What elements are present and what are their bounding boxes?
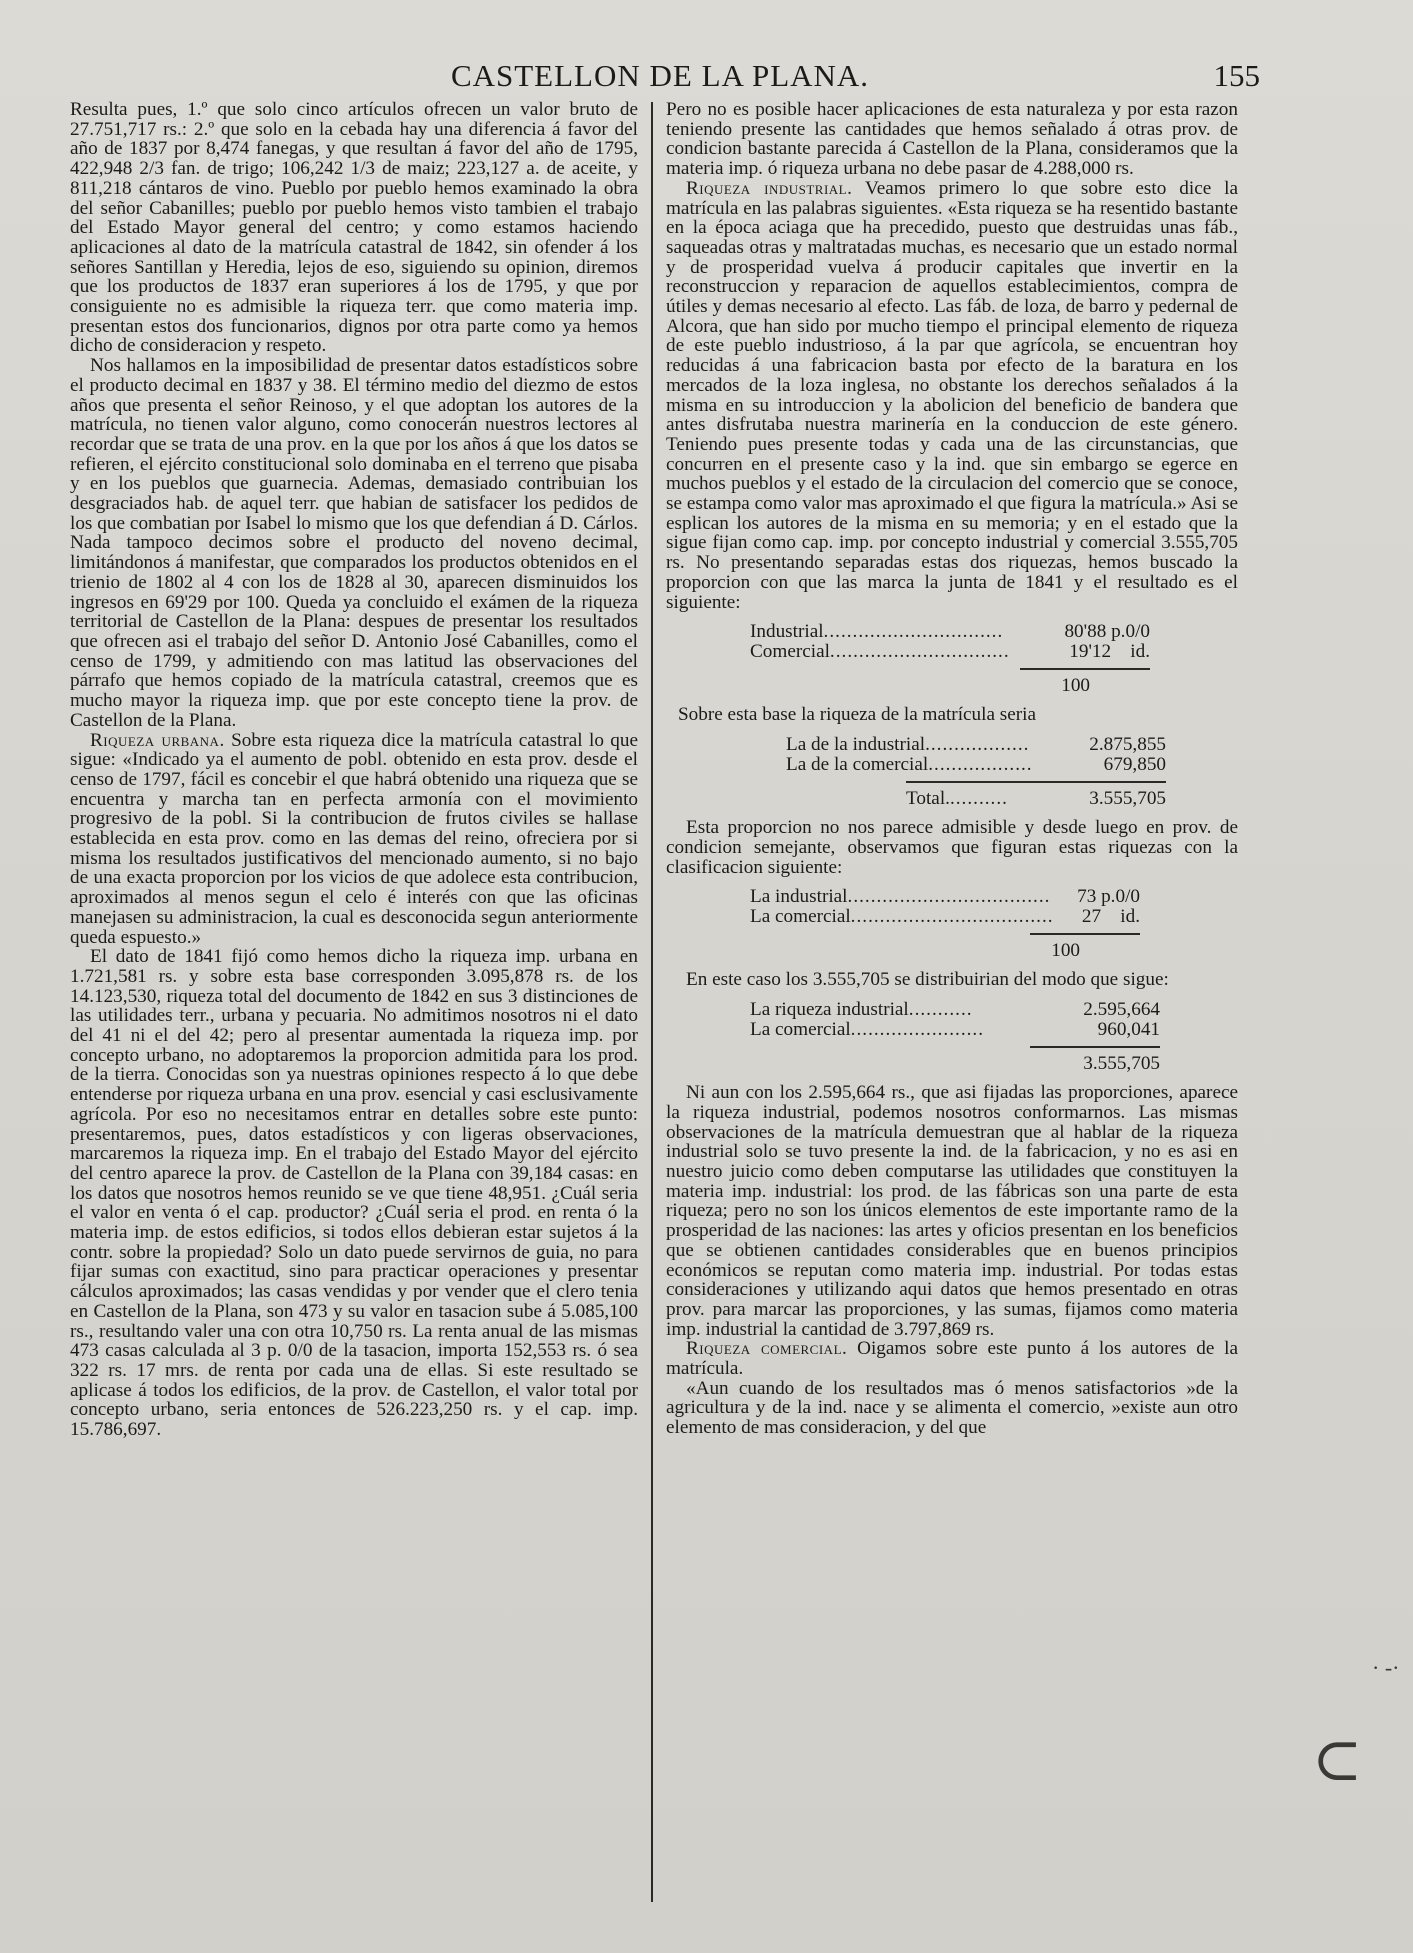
row-value: 2.595,664 [1083, 999, 1160, 1021]
table-total: 100 [1061, 674, 1090, 696]
table-row [750, 907, 1140, 927]
paragraph-text: Veamos primero lo que sobre esto dice la matrícula en las palabras siguientes. «Esta riqueza se ha resentido bastante en la época aciaga que ha precedido, puesto que destruidas unas fáb., saqueadas otras y maltratadas muchas, es necesario que un estado normal y de prosperidad vuelva á producir capitales que invertir en la reconstruccion y reparacion de aquellos establecimientos, compra de útiles y demas necesario al efecto. Las fáb. de loza, de barro y pedernal de Alcora, que han sido por mucho tiempo el principal elemento de riqueza de este pueblo industrioso, á la par que agrícola, se encuentran hoy reducidas á una fabricacion basta por efecto de la baratura en los mercados de la loza inglesa, no obstante los derechos señalados á la misma en su introduccion y la abolicion del beneficio de bandera que antes disfrutaba nuestra marinería en la conduccion de este género. Teniendo pues presente todas y cada una de las circunstancias, que concurren en el presente caso y la ind. que sin embargo se egerce en muchos pueblos y el estado de la circulacion del comercio que se conoce, se estampa como valor mas aproximado el que figura la matrícula.» Asi se esplican los autores de la misma en su memoria; y en el estado que la sigue fijan como cap. imp. por concepto industrial y comercial 3.555,705 rs. No presentando separadas estas dos riquezas, hemos buscado la proporcion con que las marca la junta de 1841 y el resultado es el siguiente: [666, 177, 1239, 613]
row-label: La comercial [750, 906, 851, 928]
table-row [750, 622, 1150, 642]
row-label: La industrial [750, 886, 848, 908]
total-label: Total. [906, 787, 950, 809]
paragraph: En este caso los 3.555,705 se distribuirian del modo que sigue: [686, 969, 1169, 991]
row-value: 960,041 [1097, 1018, 1160, 1040]
table-row [786, 755, 1166, 775]
section-heading: Riqueza comercial. [686, 1338, 848, 1360]
paragraph: Nos hallamos en la imposibilidad de presentar datos estadísticos sobre el producto decimal en 1837 y 38. El término medio del diezmo de estos años que presenta el señor Reinoso, y el que adoptan los autores de la matrícula, no tienen valor alguno, como conocerán nuestros lectores al recordar que se trata de una prov. en la que por los años á que los datos se refieren, el ejército constitucional solo dominaba en el terreno que pisaba y en los pueblos que guarnecia. Ademas, demasiado contribuian los desgraciados hab. de aquel terr. que habian de satisfacer los pedidos de los que combatian por Isabel lo mismo que los que defendian á D. Cárlos. Nada tampoco decimos sobre el producto del noveno decimal, limitándonos á manifestar, que comparados los productos obtenidos en el trienio de 1802 al 4 con los de 1828 al 30, aparecen disminuidos los ingresos en 69'29 por 100. Queda ya concluido el exámen de la riqueza territorial de Castellon de la Plana: despues de presentar los resultados que ofrecen asi el trabajo del señor D. Antonio José Cabanilles, como el censo de 1799, y admitiendo con mas latitud las observaciones del párrafo que hemos copiado de la matrícula catastral, creemos que es mucho mayor la riqueza imp. que por este concepto tiene la prov. de Castellon de la Plana. [70, 355, 638, 731]
section-heading: Riqueza industrial. [686, 177, 853, 199]
row-label: Comercial [750, 640, 830, 662]
leader-dots: ....................... [850, 1019, 984, 1040]
sum-rule [1030, 1046, 1160, 1048]
paragraph: Ni aun con los 2.595,664 rs., que asi fijadas las proporciones, aparece la riqueza industrial, podemos nosotros conformarnos. Las mismas observaciones de la matrícula demuestran que al hablar de la riqueza industrial solo se tuvo presente la ind. de la fabricacion, y no es asi en nuestro juicio como deben computarse las utilidades que constituyen la materia imp. industrial: los prod. de las fábricas son una parte de esta riqueza; pero no son los únicos elementos de este importante ramo de la prosperidad de las naciones: las artes y oficios presentan en los beneficios que se obtienen cantidades considerables que en buenos principios económicos se reputan como materia imp. industrial. Por todas estas consideraciones y utilizando aqui datos que hemos presentado en otras prov. para marcar las proporciones, y las sumas, fijamos como materia imp. industrial la cantidad de 3.797,869 rs. [666, 1082, 1238, 1340]
paragraph [70, 731, 638, 948]
paragraph: Sobre esta base la riqueza de la matrícula seria [678, 704, 1036, 726]
leader-dots: .......... [949, 788, 1008, 809]
leader-dots: .................. [928, 754, 1033, 775]
paragraph: Esta proporcion no nos parece admisible y desde luego en prov. de condicion semejante, observamos que figuran estas riquezas con la clasificacion siguiente: [666, 817, 1238, 878]
distribution-table [750, 1000, 1160, 1073]
row-label: La de la industrial [786, 734, 926, 756]
row-value: 2.875,855 [1089, 734, 1166, 756]
paragraph: «Aun cuando de los resultados mas ó menos satisfactorios »de la agricultura y de la ind. nace y se alimenta el comercio, »existe aun otro elemento de mas consideracion, y del que [666, 1377, 1238, 1439]
proportion-table [750, 622, 1150, 695]
leader-dots: ........... [908, 1000, 973, 1020]
paragraph-text: Sobre esta riqueza dice la matrícula catastral lo que sigue: «Indicado ya el aumento de pobl. obtenido en esta prov. desde el censo de 1797, fácil es concebir el que habrá obtenido una riqueza que se encuentra y marcha tan en perfecta armonía con el movimiento progresivo de la pobl. Si la contribucion de frutos civiles se hallase establecida en esta prov. como en las demas del reino, ofreciera por si misma los resultados justificativos del mencionado aumento, si no bajo de una exacta proporcion por los vicios de que adolece esta contribucion, aproximados al menos segun el celo é interés con que las oficinas manejasen su administracion, la cual es desconocida segun anteriormente queda espuesto.» [70, 729, 639, 948]
table-row [750, 1020, 1160, 1040]
row-label: La de la comercial [786, 753, 929, 775]
proportion-table [750, 887, 1140, 960]
right-column [666, 100, 1238, 1438]
margin-mark: · -· [1372, 1655, 1400, 1680]
sum-rule [1020, 668, 1150, 670]
table-total-row [906, 789, 1166, 809]
column-divider [651, 102, 653, 1902]
row-label: La comercial [750, 1018, 851, 1040]
row-value: 27 id. [1081, 906, 1140, 928]
page-header [70, 58, 1260, 98]
paragraph: Pero no es posible hacer aplicaciones de esta naturaleza y por esta razon teniendo presente las cantidades que hemos señalado á otras prov. de condicion bastante parecida á Castellon de la Plana, consideramos que la materia imp. ó riqueza urbana no debe pasar de 4.288,000 rs. [666, 99, 1238, 180]
table-row [750, 642, 1150, 662]
paragraph [666, 1339, 1238, 1378]
table-row [750, 1000, 1160, 1020]
paragraph: El dato de 1841 fijó como hemos dicho la riqueza imp. urbana en 1.721,581 rs. y sobre esta base corresponden 3.095,878 rs. de los 14.123,530, riqueza total del documento de 1842 en sus 3 distinciones de las utilidades terr., urbana y pecuaria. No admitimos nosotros ni el dato del 41 ni el del 42; pero al presentar aumentada la riqueza imp. por concepto urbano, no adoptaremos la proporcion admitida para los prod. de la tierra. Conocidas son ya nuestras opiniones respecto á lo que debe entenderse por riqueza urbana en una prov. esencial y casi esclusivamente agrícola. Por eso no necesitamos entrar en detalles sobre este punto: presentaremos, pues, datos estadísticos y con ligeras observaciones, marcaremos la riqueza imp. En el trabajo del Estado Mayor del ejército del centro aparece la prov. de Castellon de la Plana con 39,184 casas: en los datos que nosotros hemos reunido se ve que tiene 48,951. ¿Cuál seria el valor en venta ó el cap. productor? ¿Cuál seria el prod. en renta ó la materia imp. de estos edificios, si todos ellos debieran estar sujetos á la contr. sobre la propiedad? Solo un dato puede servirnos de guia, no para fijar sumas con exactitud, sino para practicar operaciones y presentar cálculos aproximados; las casas vendidas y por vender que el clero tenia en Castellon de la Plana, son 473 y su valor en tasacion sube á 5.085,100 rs., resultando valer una con otra 10,750 rs. La renta anual de las mismas 473 casas calculada al 3 p. 0/0 de la tasacion, importa 152,553 rs. ó sea 322 rs. 17 mrs. de renta por cada una de ellas. Si este resultado se aplicase á todos los edificios, de la prov. de Castellon, el valor total por concepto urbano, seria entonces de 526.223,250 rs. y el cap. imp. 15.786,697. [70, 946, 638, 1441]
row-label: Industrial [750, 621, 824, 643]
amount-table [786, 735, 1166, 808]
table-total: 100 [1051, 939, 1080, 961]
page-number: 155 [1213, 58, 1260, 93]
leader-dots: ................................... [847, 887, 1051, 908]
paragraph: Resulta pues, 1.º que solo cinco artículos ofrecen un valor bruto de 27.751,717 rs.: 2.º que solo en la cebada hay una diferencia á favor del año de 1837 por 8,474 fanegas, y que resultan á favor del año de 1795, 422,948 2/3 fan. de trigo; 106,242 1/3 de maiz; 223,127 a. de aceite, y 811,218 cántaros de vino. Pueblo por pueblo hemos examinado la obra del señor Cabanilles; pueblo por pueblo hemos visto tambien el trabajo del Estado Mayor general del centro; y como estamos haciendo aplicaciones al dato de la matrícula catastral de 1842, sin ofender á los señores Santillan y Heredia, lejos de eso, siguiendo su opinion, diremos que los productos de 1837 eran superiores á los de 1795, y que por consiguiente no es admisible la riqueza terr. que como materia imp. presentan estos dos funcionarios, dignos por otra parte como ya hemos dicho de consideracion y respeto. [70, 99, 638, 357]
leader-dots: .................. [925, 735, 1030, 755]
paragraph-text: Oigamos sobre este punto á los autores de la matrícula. [666, 1338, 1238, 1380]
table-total: 3.555,705 [1083, 1052, 1160, 1074]
margin-mark: ⊂ [1312, 1727, 1363, 1793]
leader-dots: ............................... [823, 622, 1004, 642]
table-row [786, 735, 1166, 755]
leader-dots: ................................... [850, 907, 1054, 927]
sum-rule [1030, 933, 1140, 935]
row-value: 73 p.0/0 [1077, 886, 1140, 908]
row-value: 19'12 id. [1069, 640, 1150, 662]
leader-dots: ............................... [829, 641, 1010, 662]
paragraph [666, 179, 1238, 612]
running-title: CASTELLON DE LA PLANA. [450, 58, 870, 93]
sum-rule [906, 781, 1166, 783]
section-heading: Riqueza urbana. [90, 729, 225, 751]
row-value: 679,850 [1103, 753, 1166, 775]
left-column [70, 100, 638, 1440]
table-row [750, 887, 1140, 907]
row-value: 80'88 p.0/0 [1064, 621, 1150, 643]
row-label: La riqueza industrial [750, 999, 909, 1021]
table-total: 3.555,705 [1089, 787, 1166, 809]
